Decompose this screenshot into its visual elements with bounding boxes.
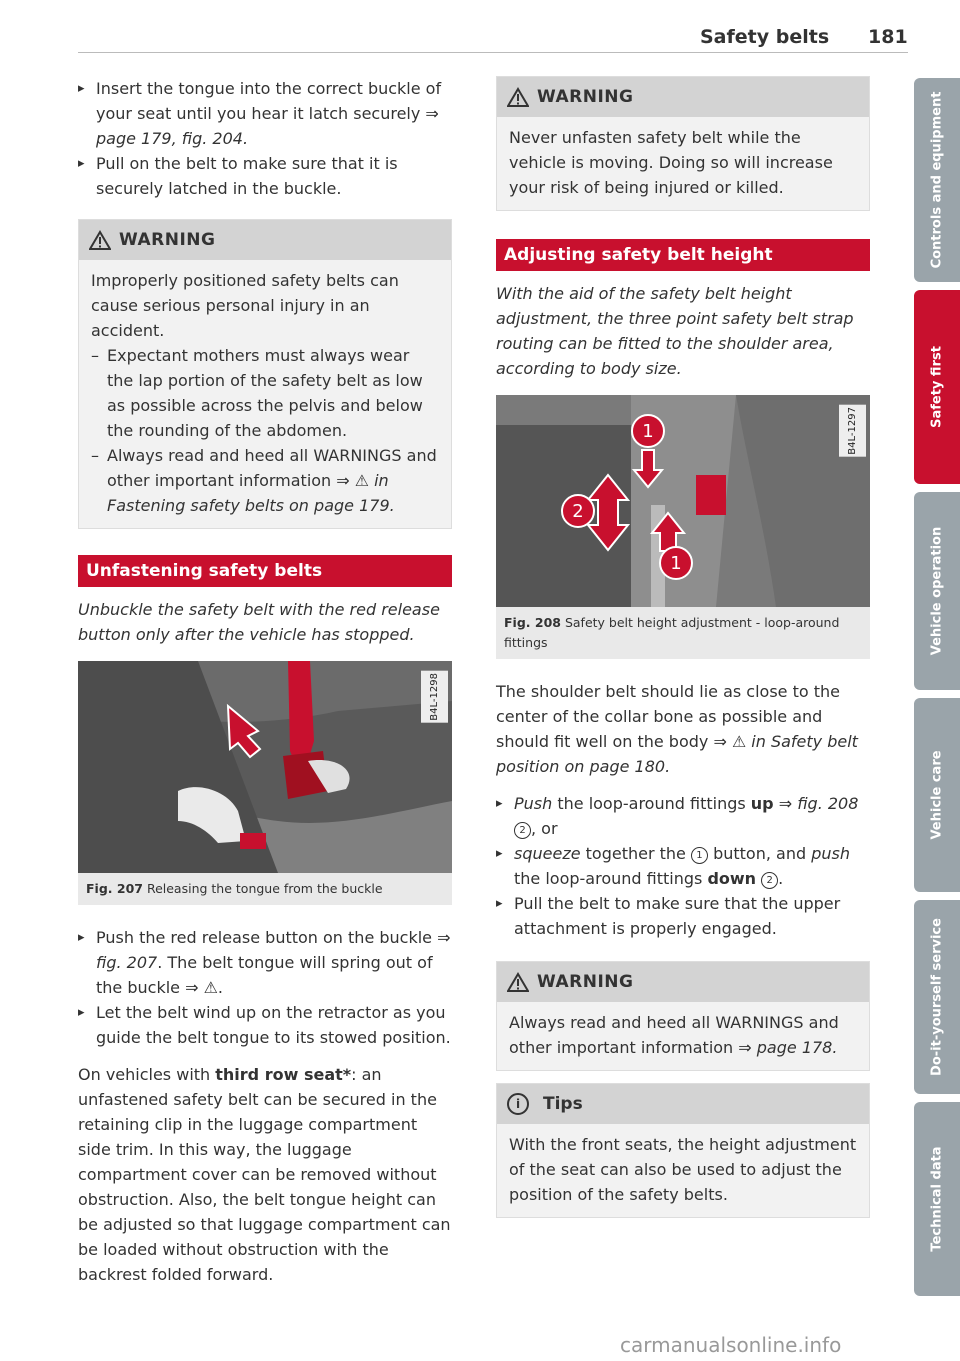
header-rule: [78, 52, 908, 53]
info-icon: i: [507, 1093, 529, 1115]
warning-header: WARNING: [497, 962, 869, 1002]
step-squeeze: ▸ squeeze together the 1 button, and push the loop-around fittings down 2 .: [496, 841, 870, 891]
warning-box-read: [496, 961, 870, 1071]
step-insert-tongue: ▸ Insert the tongue into the correct buckle of your seat until you hear it latch securely ⇒ page 179, fig. 204.: [78, 76, 452, 151]
step-pull-check: ▸ Pull the belt to make sure that the upper attachment is properly engaged.: [496, 891, 870, 941]
page-ref-link[interactable]: ⇒ page 179, fig. 204.: [96, 104, 439, 148]
page-ref-link[interactable]: ⇒ page 178.: [738, 1038, 838, 1057]
warning-header: WARNING: [497, 77, 869, 117]
warning-item-expectant: – Expectant mothers must always wear the lap portion of the safety belt as low as possible across the pelvis and below the rounding of the abdomen.: [91, 343, 439, 443]
section-intro-unfastening: Unbuckle the safety belt with the red release button only after the vehicle has stopped.: [78, 600, 440, 644]
warning-text: Never unfasten safety belt while the vehicle is moving. Doing so will increase your risk of being injured or killed.: [509, 128, 833, 197]
warning-intro: Improperly positioned safety belts can cause serious personal injury in an accident.: [91, 271, 399, 340]
tab-safety-first[interactable]: Safety first: [914, 290, 960, 484]
figure-207: [78, 661, 452, 905]
warning-item-read: – Always read and heed all WARNINGS and other important information ⇒ ⚠ in Fastening safety belts on page 179.: [91, 443, 439, 518]
right-column: [496, 76, 870, 1218]
figure-208: [496, 395, 870, 659]
tab-do-it-yourself[interactable]: Do-it-yourself service: [914, 900, 960, 1094]
label-1-bottom: 1: [670, 553, 682, 574]
warning-icon: [89, 230, 111, 250]
warning-header: WARNING: [79, 220, 451, 260]
circle-1: 1: [691, 847, 708, 864]
circle-2: 2: [514, 822, 531, 839]
shoulder-belt-paragraph: The shoulder belt should lie as close to the center of the collar bone as possible and should fit well on the body ⇒ ⚠ in Safety belt position on page 180.: [496, 682, 858, 776]
tab-technical-data[interactable]: Technical data: [914, 1102, 960, 1296]
figure-code: B4L-1298: [421, 671, 448, 723]
warning-icon: [507, 972, 529, 992]
circle-2: 2: [761, 872, 778, 889]
third-row-paragraph: On vehicles with third row seat*: an unfastened safety belt can be secured in the retaining clip in the luggage compartment side trim. In this way, the luggage compartment cover can be removed without obstruction. Also, the belt tongue height can be adjusted so that luggage compartment can be loaded without obstruction with the backrest folded forward.: [78, 1065, 451, 1284]
step-wind-up: ▸ Let the belt wind up on the retractor as you guide the belt tongue to its stowed position.: [78, 1000, 452, 1050]
warning-ref-link[interactable]: ⇒ ⚠ in Fastening safety belts on page 179.: [107, 471, 395, 515]
left-column: [78, 76, 452, 1287]
tips-box: [496, 1083, 870, 1218]
label-2: 2: [572, 501, 584, 522]
step-pull-belt: ▸ Pull on the belt to make sure that it is securely latched in the buckle.: [78, 151, 452, 201]
buckle-release-illustration: [78, 661, 452, 873]
figure-caption-208: Fig. 208 Safety belt height adjustment - loop-around fittings: [496, 607, 870, 659]
tab-vehicle-care[interactable]: Vehicle care: [914, 698, 960, 892]
warning-icon: [507, 87, 529, 107]
page-number: 181: [868, 26, 908, 48]
section-heading-adjusting: Adjusting safety belt height: [496, 239, 870, 271]
watermark: carmanualsonline.info: [620, 1333, 842, 1357]
tab-controls-equipment[interactable]: Controls and equipment: [914, 78, 960, 282]
safety-belt-position-link[interactable]: ⇒ ⚠ in Safety belt position on page 180.: [496, 732, 858, 776]
section-heading-unfastening: Unfastening safety belts: [78, 555, 452, 587]
figure-code: B4L-1297: [839, 405, 866, 457]
chapter-title: Safety belts: [700, 26, 830, 48]
tab-vehicle-operation[interactable]: Vehicle operation: [914, 492, 960, 690]
figure-image-207: [78, 661, 452, 873]
fig-ref-link[interactable]: ⇒ fig. 208: [773, 794, 859, 813]
label-1-top: 1: [642, 421, 654, 442]
tips-text: With the front seats, the height adjustment of the seat can also be used to adjust the position of the safety belts.: [509, 1135, 857, 1204]
figure-caption-207: Fig. 207 Releasing the tongue from the buckle: [78, 873, 452, 905]
belt-height-illustration: [496, 395, 870, 607]
figure-image-208: [496, 395, 870, 607]
fig-ref-link[interactable]: ⇒ fig. 207: [96, 928, 451, 972]
step-push-up: ▸ Push the loop-around fittings up ⇒ fig. 208 2 , or: [496, 791, 870, 841]
step-push-release: ▸ Push the red release button on the buckle ⇒ fig. 207. The belt tongue will spring out of the buckle ⇒ ⚠.: [78, 925, 452, 1000]
section-intro-adjusting: With the aid of the safety belt height adjustment, the three point safety belt strap routing can be fitted to the shoulder area, according to body size.: [496, 284, 854, 378]
warning-box-positioning: [78, 219, 452, 529]
tips-header: i Tips: [497, 1084, 869, 1124]
warning-text: Always read and heed all WARNINGS and other important information ⇒ page 178.: [509, 1013, 839, 1057]
warning-box-unfasten: [496, 76, 870, 211]
